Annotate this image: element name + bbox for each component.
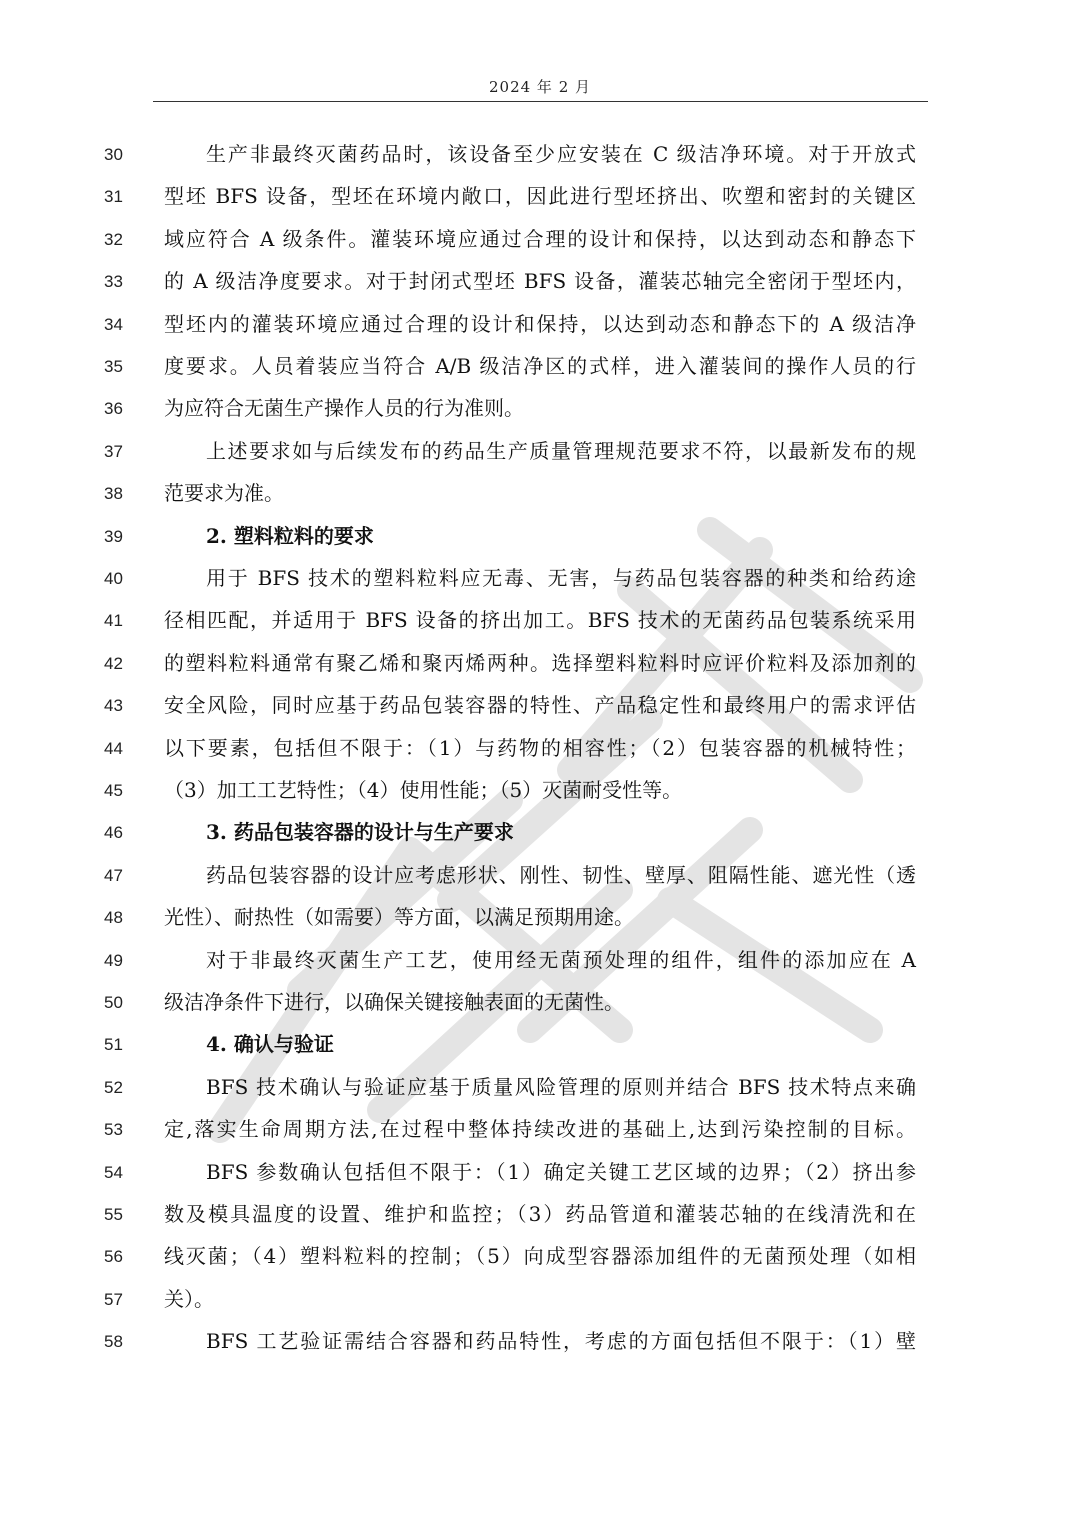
line-number: 38 xyxy=(104,484,123,504)
text-line: 的 A 级洁净度要求。对于封闭式型坯 BFS 设备，灌装芯轴完全密闭于型坯内， xyxy=(164,269,916,294)
text-line: 级洁净条件下进行，以确保关键接触表面的无菌性。 xyxy=(164,990,624,1014)
text-line: 的塑料粒料通常有聚乙烯和聚丙烯两种。选择塑料粒料时应评价粒料及添加剂的 xyxy=(164,650,916,675)
text-line: 以下要素，包括但不限于：（1）与药物的相容性；（2）包装容器的机械特性； xyxy=(164,735,916,760)
text-line: 型坯内的灌装环境应通过合理的设计和保持，以达到动态和静态下的 A 级洁净 xyxy=(164,311,916,336)
line-number: 37 xyxy=(104,441,123,461)
text-line: 范要求为准。 xyxy=(164,481,284,506)
text-line: 关）。 xyxy=(164,1286,214,1311)
line-number: 30 xyxy=(104,145,123,164)
line-number: 45 xyxy=(104,781,123,800)
line-number: 39 xyxy=(104,526,123,546)
line-number: 48 xyxy=(104,908,123,928)
text-line: 数及模具温度的设置、维护和监控；（3）药品管道和灌装芯轴的在线清洗和在 xyxy=(164,1202,916,1226)
text-line: 上述要求如与后续发布的药品生产质量管理规范要求不符，以最新发布的规 xyxy=(206,438,916,463)
text-line: （3）加工工艺特性；（4）使用性能；（5）灭菌耐受性等。 xyxy=(164,778,683,802)
line-number: 44 xyxy=(104,738,123,758)
text-line: 药品包装容器的设计应考虑形状、刚性、韧性、壁厚、阻隔性能、遮光性（透 xyxy=(206,862,916,887)
line-number: 58 xyxy=(104,1332,123,1352)
line-number: 33 xyxy=(104,272,123,292)
text-line: 域应符合 A 级条件。灌装环境应通过合理的设计和保持，以达到动态和静态下 xyxy=(164,226,916,251)
section-heading: 2. 塑料粒料的要求 xyxy=(206,523,374,548)
line-number: 31 xyxy=(104,187,123,207)
line-number: 49 xyxy=(104,950,123,970)
text-line: BFS 参数确认包括但不限于：（1）确定关键工艺区域的边界；（2）挤出参 xyxy=(206,1159,916,1184)
text-line: 为应符合无菌生产操作人员的行为准则。 xyxy=(164,396,524,421)
line-number: 40 xyxy=(104,569,123,588)
header-rule xyxy=(153,101,928,102)
header-date: 2024 年 2 月 xyxy=(488,78,592,96)
line-number: 47 xyxy=(104,865,123,885)
text-line: BFS 工艺验证需结合容器和药品特性，考虑的方面包括但不限于：（1）壁 xyxy=(206,1329,916,1354)
text-line: 安全风险，同时应基于药品包装容器的特性、产品稳定性和最终用户的需求评估 xyxy=(164,693,916,718)
text-line: 对于非最终灭菌生产工艺，使用经无菌预处理的组件，组件的添加应在 A xyxy=(206,947,916,972)
text-line: 型坯 BFS 设备，型坯在环境内敞口，因此进行型坯挤出、吹塑和密封的关键区 xyxy=(164,184,916,209)
line-number: 50 xyxy=(104,993,123,1012)
text-line: 径相匹配，并适用于 BFS 设备的挤出加工。BFS 技术的无菌药品包装系统采用 xyxy=(164,608,916,633)
line-number: 53 xyxy=(104,1120,123,1140)
line-number: 55 xyxy=(104,1205,123,1224)
line-number: 46 xyxy=(104,823,123,843)
text-line: 线灭菌；（4）塑料粒料的控制；（5）向成型容器添加组件的无菌预处理（如相 xyxy=(164,1244,916,1269)
line-number: 54 xyxy=(104,1162,123,1182)
line-number: 56 xyxy=(104,1247,123,1267)
text-line: BFS 技术确认与验证应基于质量风险管理的原则并结合 BFS 技术特点来确 xyxy=(206,1074,916,1099)
line-number: 41 xyxy=(104,611,123,631)
line-number: 51 xyxy=(104,1035,123,1055)
line-number: 57 xyxy=(104,1289,123,1309)
line-number: 42 xyxy=(104,653,123,673)
line-number: 36 xyxy=(104,399,123,419)
line-number: 43 xyxy=(104,696,123,716)
text-line: 度要求。人员着装应当符合 A/B 级洁净区的式样，进入灌装间的操作人员的行 xyxy=(164,354,916,378)
text-line: 光性）、耐热性（如需要）等方面，以满足预期用途。 xyxy=(164,905,634,930)
text-line: 用于 BFS 技术的塑料粒料应无毒、无害，与药品包装容器的种类和给药途 xyxy=(206,566,916,590)
line-number: 35 xyxy=(104,357,123,376)
section-heading: 4. 确认与验证 xyxy=(206,1032,334,1057)
line-number: 52 xyxy=(104,1077,123,1097)
line-number: 32 xyxy=(104,229,123,249)
section-heading: 3. 药品包装容器的设计与生产要求 xyxy=(206,820,514,845)
text-line: 生产非最终灭菌药品时，该设备至少应安装在 C 级洁净环境。对于开放式 xyxy=(206,142,916,166)
line-number: 34 xyxy=(104,314,123,334)
text-line: 定,落实生命周期方法,在过程中整体持续改进的基础上,达到污染控制的目标。 xyxy=(164,1117,916,1142)
